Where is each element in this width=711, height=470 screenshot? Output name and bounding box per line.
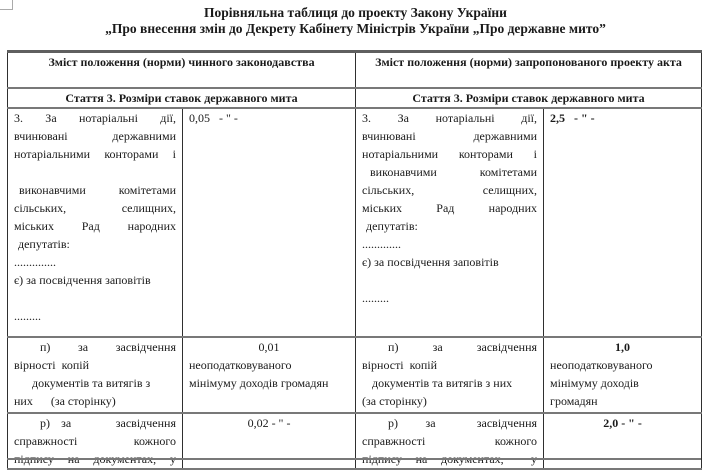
proposed-act-text-cell: 3. За нотаріальні дії, вчинювані державними нотаріальними конторами і виконавчими комітетами сільських, селищних, міських Рад народних депутатів: ............. є) за посвідчення заповітів ......... [356, 108, 544, 337]
current-rate-cell: 0,02 - " - [183, 413, 356, 469]
current-law-text-cell: 3. За нотаріальні дії, вчинювані державними нотаріальними конторами і виконавчими комітетами сільських, селищних, міських Рад народних депутатів: .............. є) за посвідчення заповітів ......... [8, 108, 183, 337]
table-bottom-border [7, 458, 701, 460]
table-row [8, 337, 702, 413]
current-rate-cell: 0,01 неоподатковуваного мінімуму доходів громадян [183, 337, 356, 413]
current-law-text-cell: р) за засвідчення справжності кожного [8, 413, 183, 469]
proposed-rate-cell: 2,0 - " - [544, 413, 702, 469]
proposed-act-text-cell: р) за засвідчення справжності кожного [356, 413, 544, 469]
table-row [8, 413, 702, 469]
table-row [8, 108, 702, 337]
page-corner-frame-icon [0, 0, 13, 10]
document-title-line2: „Про внесення змін до Декрету Кабінету Міністрів України „Про державне мито” [105, 21, 606, 36]
proposed-article-heading: Стаття 3. Розміри ставок державного мита [356, 88, 702, 108]
table-header-row [8, 52, 702, 89]
article-header-row [8, 88, 702, 108]
proposed-rate-cell: 2,5 - " - [544, 108, 702, 337]
document-title [0, 0, 711, 37]
current-article-heading: Стаття 3. Розміри ставок державного мита [8, 88, 356, 108]
proposed-rate-cell: 1,0 неоподатковуваного мінімуму доходів громадян [544, 337, 702, 413]
comparison-table [7, 50, 702, 470]
current-law-text-cell: п) за засвідчення вірності копій документів та витягів з них (за сторінку) [8, 337, 183, 413]
current-rate-cell: 0,05 - " - [183, 108, 356, 337]
proposed-act-column-header: Зміст положення (норми) запропонованого проекту акта [356, 52, 702, 89]
proposed-act-text-cell: п) за засвідчення вірності копій документів та витягів з них (за сторінку) [356, 337, 544, 413]
document-title-line1: Порівняльна таблиця до проекту Закону України [204, 5, 507, 20]
current-law-column-header: Зміст положення (норми) чинного законодавства [8, 52, 356, 89]
